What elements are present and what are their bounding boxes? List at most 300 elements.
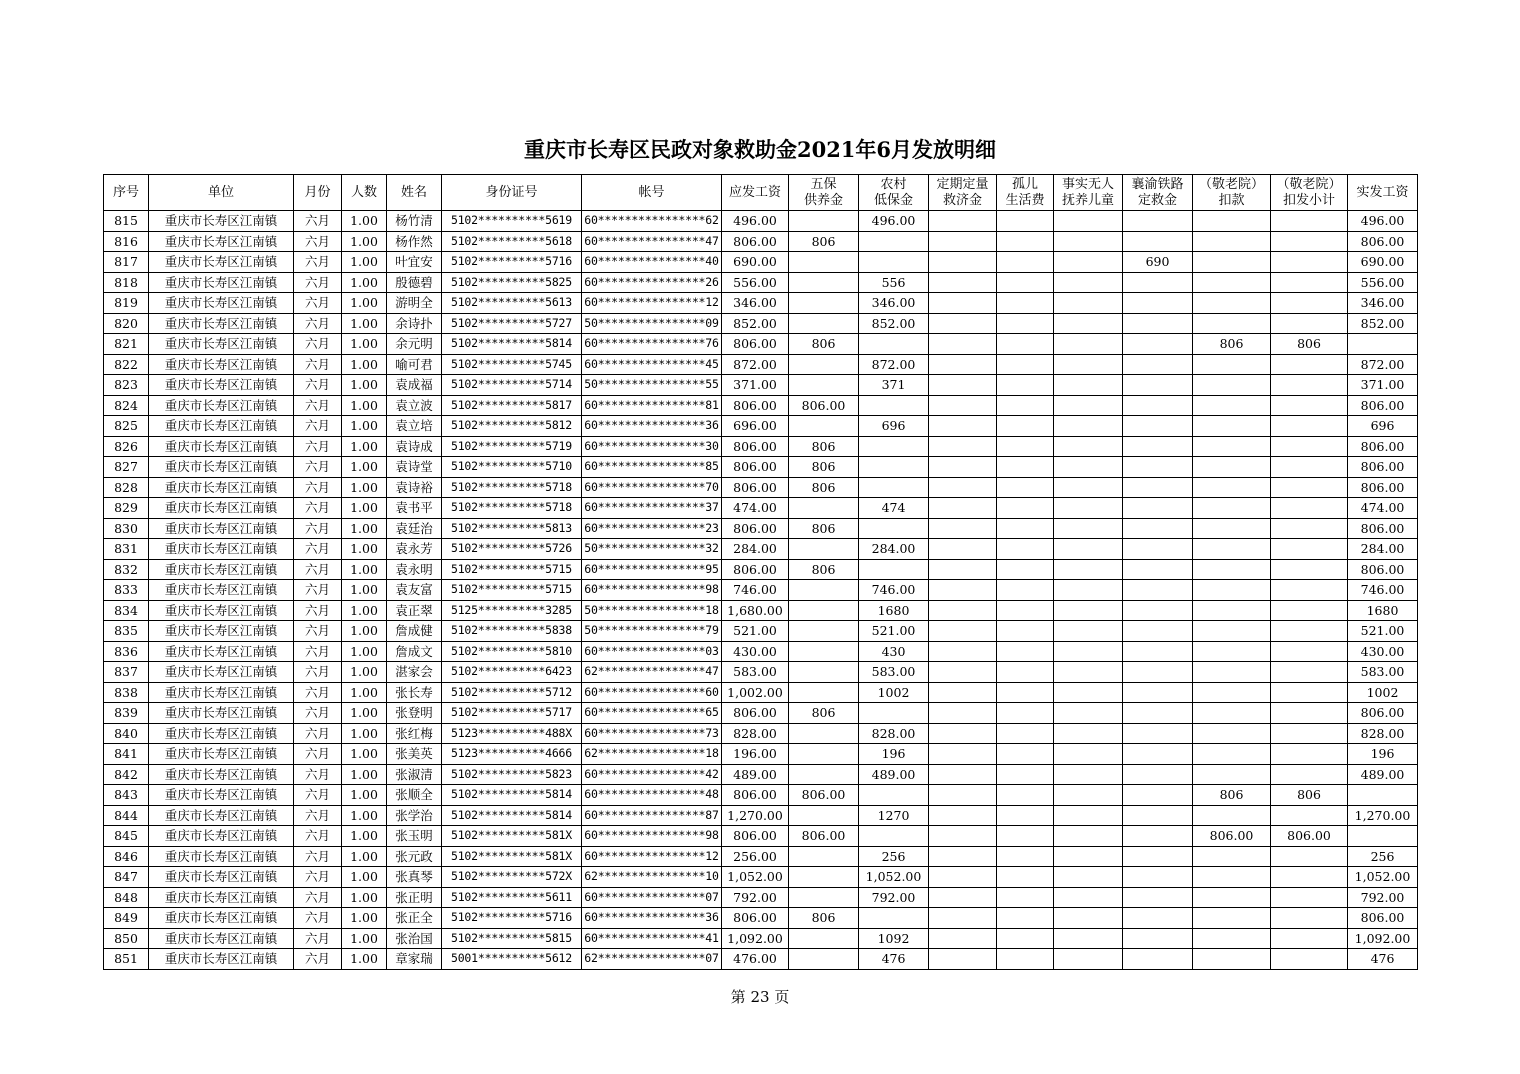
unsupported-child-cell [1054, 457, 1123, 478]
seq-cell: 836 [104, 641, 149, 662]
table-row [104, 436, 1418, 457]
unit-cell: 重庆市长寿区江南镇 [149, 723, 294, 744]
id-number-cell: 5123**********4666 [442, 744, 582, 765]
id-number-cell: 5102**********5823 [442, 764, 582, 785]
nursing-home-deduction-cell [1193, 682, 1271, 703]
count-cell: 1.00 [342, 498, 387, 519]
nursing-home-subtotal-cell [1271, 867, 1348, 888]
dibao-cell [859, 457, 929, 478]
orphan-cell [997, 785, 1054, 806]
unsupported-child-cell [1054, 252, 1123, 273]
unit-cell: 重庆市长寿区江南镇 [149, 231, 294, 252]
unit-cell: 重庆市长寿区江南镇 [149, 313, 294, 334]
seq-cell: 833 [104, 580, 149, 601]
wubao-cell: 806 [789, 703, 859, 724]
wubao-cell: 806.00 [789, 395, 859, 416]
count-cell: 1.00 [342, 826, 387, 847]
month-cell: 六月 [294, 477, 342, 498]
actual-pay-cell: 476 [1348, 949, 1418, 970]
regular-relief-cell [929, 518, 997, 539]
name-cell: 张顺全 [387, 785, 442, 806]
actual-pay-cell: 852.00 [1348, 313, 1418, 334]
actual-pay-cell: 806.00 [1348, 436, 1418, 457]
id-number-cell: 5001**********5612 [442, 949, 582, 970]
actual-pay-cell: 556.00 [1348, 272, 1418, 293]
nursing-home-deduction-cell [1193, 949, 1271, 970]
unit-cell: 重庆市长寿区江南镇 [149, 272, 294, 293]
table-row [104, 354, 1418, 375]
actual-pay-cell [1348, 785, 1418, 806]
regular-relief-cell [929, 436, 997, 457]
nursing-home-subtotal-cell [1271, 375, 1348, 396]
payable-cell: 806.00 [722, 703, 789, 724]
regular-relief-cell [929, 252, 997, 273]
unsupported-child-cell [1054, 395, 1123, 416]
regular-relief-cell [929, 539, 997, 560]
id-number-cell: 5102**********5745 [442, 354, 582, 375]
nursing-home-subtotal-cell [1271, 272, 1348, 293]
seq-cell: 818 [104, 272, 149, 293]
dibao-cell: 474 [859, 498, 929, 519]
nursing-home-subtotal-cell [1271, 764, 1348, 785]
unit-cell: 重庆市长寿区江南镇 [149, 334, 294, 355]
actual-pay-cell: 746.00 [1348, 580, 1418, 601]
dibao-cell: 872.00 [859, 354, 929, 375]
wubao-cell: 806.00 [789, 826, 859, 847]
seq-cell: 830 [104, 518, 149, 539]
table-row [104, 252, 1418, 273]
nursing-home-deduction-cell: 806 [1193, 785, 1271, 806]
unsupported-child-cell [1054, 272, 1123, 293]
actual-pay-cell: 806.00 [1348, 395, 1418, 416]
unit-cell: 重庆市长寿区江南镇 [149, 375, 294, 396]
account-cell: 60****************23 [582, 518, 722, 539]
table-header-row [104, 175, 1418, 211]
regular-relief-cell [929, 826, 997, 847]
payable-cell: 746.00 [722, 580, 789, 601]
header-cell: 帐号 [582, 175, 722, 211]
nursing-home-deduction-cell [1193, 703, 1271, 724]
orphan-cell [997, 682, 1054, 703]
header-cell: 单位 [149, 175, 294, 211]
table-row [104, 580, 1418, 601]
orphan-cell [997, 375, 1054, 396]
unit-cell: 重庆市长寿区江南镇 [149, 703, 294, 724]
nursing-home-subtotal-cell [1271, 682, 1348, 703]
seq-cell: 837 [104, 662, 149, 683]
nursing-home-subtotal-cell [1271, 641, 1348, 662]
orphan-cell [997, 498, 1054, 519]
payable-cell: 1,002.00 [722, 682, 789, 703]
count-cell: 1.00 [342, 703, 387, 724]
payable-cell: 474.00 [722, 498, 789, 519]
orphan-cell [997, 231, 1054, 252]
id-number-cell: 5102**********572X [442, 867, 582, 888]
orphan-cell [997, 313, 1054, 334]
seq-cell: 844 [104, 805, 149, 826]
month-cell: 六月 [294, 375, 342, 396]
orphan-cell [997, 723, 1054, 744]
orphan-cell [997, 252, 1054, 273]
orphan-cell [997, 764, 1054, 785]
nursing-home-subtotal-cell [1271, 600, 1348, 621]
actual-pay-cell: 284.00 [1348, 539, 1418, 560]
id-number-cell: 5102**********5825 [442, 272, 582, 293]
dibao-cell: 746.00 [859, 580, 929, 601]
nursing-home-subtotal-cell [1271, 416, 1348, 437]
nursing-home-deduction-cell [1193, 600, 1271, 621]
dibao-cell: 1680 [859, 600, 929, 621]
account-cell: 60****************65 [582, 703, 722, 724]
count-cell: 1.00 [342, 477, 387, 498]
unsupported-child-cell [1054, 436, 1123, 457]
seq-cell: 847 [104, 867, 149, 888]
unit-cell: 重庆市长寿区江南镇 [149, 477, 294, 498]
month-cell: 六月 [294, 457, 342, 478]
unit-cell: 重庆市长寿区江南镇 [149, 846, 294, 867]
nursing-home-subtotal-cell [1271, 744, 1348, 765]
dibao-cell: 852.00 [859, 313, 929, 334]
nursing-home-subtotal-cell [1271, 457, 1348, 478]
nursing-home-subtotal-cell [1271, 293, 1348, 314]
regular-relief-cell [929, 272, 997, 293]
header-cell: 月份 [294, 175, 342, 211]
id-number-cell: 5102**********5717 [442, 703, 582, 724]
page-number: 23 [750, 988, 770, 1006]
account-cell: 62****************47 [582, 662, 722, 683]
actual-pay-cell: 696 [1348, 416, 1418, 437]
regular-relief-cell [929, 334, 997, 355]
id-number-cell: 5123**********488X [442, 723, 582, 744]
orphan-cell [997, 805, 1054, 826]
nursing-home-deduction-cell [1193, 559, 1271, 580]
nursing-home-deduction-cell [1193, 887, 1271, 908]
unsupported-child-cell [1054, 498, 1123, 519]
month-cell: 六月 [294, 908, 342, 929]
regular-relief-cell [929, 580, 997, 601]
nursing-home-deduction-cell [1193, 231, 1271, 252]
name-cell: 余诗扑 [387, 313, 442, 334]
regular-relief-cell [929, 498, 997, 519]
payable-cell: 476.00 [722, 949, 789, 970]
seq-cell: 851 [104, 949, 149, 970]
month-cell: 六月 [294, 846, 342, 867]
unit-cell: 重庆市长寿区江南镇 [149, 252, 294, 273]
payable-cell: 430.00 [722, 641, 789, 662]
nursing-home-deduction-cell [1193, 621, 1271, 642]
name-cell: 詹成文 [387, 641, 442, 662]
unsupported-child-cell [1054, 334, 1123, 355]
unit-cell: 重庆市长寿区江南镇 [149, 641, 294, 662]
dibao-cell: 1002 [859, 682, 929, 703]
id-number-cell: 5102**********5716 [442, 908, 582, 929]
seq-cell: 820 [104, 313, 149, 334]
count-cell: 1.00 [342, 846, 387, 867]
id-number-cell: 5102**********5718 [442, 477, 582, 498]
account-cell: 50****************09 [582, 313, 722, 334]
month-cell: 六月 [294, 949, 342, 970]
account-cell: 60****************12 [582, 846, 722, 867]
month-cell: 六月 [294, 723, 342, 744]
railway-relief-cell [1123, 477, 1193, 498]
wubao-cell: 806 [789, 436, 859, 457]
nursing-home-subtotal-cell [1271, 211, 1348, 232]
table-row [104, 559, 1418, 580]
table-row [104, 641, 1418, 662]
orphan-cell [997, 641, 1054, 662]
seq-cell: 849 [104, 908, 149, 929]
wubao-cell [789, 272, 859, 293]
orphan-cell [997, 662, 1054, 683]
count-cell: 1.00 [342, 375, 387, 396]
actual-pay-cell: 1,052.00 [1348, 867, 1418, 888]
header-cell: （敬老院） 扣款 [1193, 175, 1271, 211]
month-cell: 六月 [294, 539, 342, 560]
nursing-home-deduction-cell [1193, 805, 1271, 826]
count-cell: 1.00 [342, 313, 387, 334]
month-cell: 六月 [294, 211, 342, 232]
railway-relief-cell [1123, 457, 1193, 478]
nursing-home-deduction-cell [1193, 518, 1271, 539]
railway-relief-cell [1123, 334, 1193, 355]
id-number-cell: 5102**********5814 [442, 334, 582, 355]
name-cell: 杨竹清 [387, 211, 442, 232]
month-cell: 六月 [294, 272, 342, 293]
payable-cell: 496.00 [722, 211, 789, 232]
nursing-home-subtotal-cell [1271, 846, 1348, 867]
table-row [104, 764, 1418, 785]
actual-pay-cell: 496.00 [1348, 211, 1418, 232]
railway-relief-cell [1123, 887, 1193, 908]
header-cell: 农村 低保金 [859, 175, 929, 211]
account-cell: 50****************18 [582, 600, 722, 621]
seq-cell: 850 [104, 928, 149, 949]
wubao-cell [789, 600, 859, 621]
actual-pay-cell: 196 [1348, 744, 1418, 765]
nursing-home-deduction-cell [1193, 272, 1271, 293]
dibao-cell [859, 559, 929, 580]
unit-cell: 重庆市长寿区江南镇 [149, 662, 294, 683]
unit-cell: 重庆市长寿区江南镇 [149, 908, 294, 929]
page-footer [0, 986, 1520, 1007]
name-cell: 张正明 [387, 887, 442, 908]
dibao-cell: 828.00 [859, 723, 929, 744]
unsupported-child-cell [1054, 682, 1123, 703]
dibao-cell: 496.00 [859, 211, 929, 232]
count-cell: 1.00 [342, 600, 387, 621]
dibao-cell: 696 [859, 416, 929, 437]
railway-relief-cell [1123, 846, 1193, 867]
railway-relief-cell [1123, 764, 1193, 785]
orphan-cell [997, 211, 1054, 232]
name-cell: 袁诗成 [387, 436, 442, 457]
unsupported-child-cell [1054, 723, 1123, 744]
id-number-cell: 5102**********5727 [442, 313, 582, 334]
month-cell: 六月 [294, 334, 342, 355]
name-cell: 章家瑞 [387, 949, 442, 970]
account-cell: 60****************73 [582, 723, 722, 744]
actual-pay-cell: 806.00 [1348, 703, 1418, 724]
nursing-home-deduction-cell [1193, 498, 1271, 519]
account-cell: 60****************81 [582, 395, 722, 416]
wubao-cell [789, 211, 859, 232]
orphan-cell [997, 744, 1054, 765]
id-number-cell: 5102**********5611 [442, 887, 582, 908]
count-cell: 1.00 [342, 559, 387, 580]
count-cell: 1.00 [342, 334, 387, 355]
count-cell: 1.00 [342, 293, 387, 314]
name-cell: 张玉明 [387, 826, 442, 847]
nursing-home-subtotal-cell [1271, 354, 1348, 375]
unit-cell: 重庆市长寿区江南镇 [149, 211, 294, 232]
name-cell: 袁成福 [387, 375, 442, 396]
regular-relief-cell [929, 600, 997, 621]
regular-relief-cell [929, 908, 997, 929]
railway-relief-cell [1123, 231, 1193, 252]
account-cell: 62****************18 [582, 744, 722, 765]
regular-relief-cell [929, 805, 997, 826]
regular-relief-cell [929, 457, 997, 478]
table-row [104, 477, 1418, 498]
regular-relief-cell [929, 641, 997, 662]
id-number-cell: 5102**********5814 [442, 785, 582, 806]
count-cell: 1.00 [342, 764, 387, 785]
month-cell: 六月 [294, 826, 342, 847]
wubao-cell: 806.00 [789, 785, 859, 806]
id-number-cell: 5102**********581X [442, 846, 582, 867]
name-cell: 袁诗堂 [387, 457, 442, 478]
id-number-cell: 5102**********5613 [442, 293, 582, 314]
wubao-cell [789, 641, 859, 662]
orphan-cell [997, 621, 1054, 642]
wubao-cell [789, 662, 859, 683]
name-cell: 张长寿 [387, 682, 442, 703]
actual-pay-cell: 806.00 [1348, 457, 1418, 478]
unit-cell: 重庆市长寿区江南镇 [149, 805, 294, 826]
month-cell: 六月 [294, 436, 342, 457]
orphan-cell [997, 703, 1054, 724]
seq-cell: 825 [104, 416, 149, 437]
orphan-cell [997, 436, 1054, 457]
seq-cell: 819 [104, 293, 149, 314]
count-cell: 1.00 [342, 580, 387, 601]
table-row [104, 395, 1418, 416]
id-number-cell: 5125**********3285 [442, 600, 582, 621]
payable-cell: 806.00 [722, 334, 789, 355]
actual-pay-cell: 474.00 [1348, 498, 1418, 519]
table-row [104, 805, 1418, 826]
account-cell: 60****************98 [582, 580, 722, 601]
regular-relief-cell [929, 682, 997, 703]
nursing-home-subtotal-cell: 806 [1271, 334, 1348, 355]
dibao-cell [859, 395, 929, 416]
table-row [104, 211, 1418, 232]
nursing-home-subtotal-cell [1271, 313, 1348, 334]
account-cell: 60****************48 [582, 785, 722, 806]
month-cell: 六月 [294, 252, 342, 273]
wubao-cell: 806 [789, 334, 859, 355]
seq-cell: 841 [104, 744, 149, 765]
regular-relief-cell [929, 293, 997, 314]
account-cell: 60****************62 [582, 211, 722, 232]
month-cell: 六月 [294, 600, 342, 621]
month-cell: 六月 [294, 805, 342, 826]
nursing-home-subtotal-cell [1271, 580, 1348, 601]
orphan-cell [997, 539, 1054, 560]
dibao-cell: 256 [859, 846, 929, 867]
unit-cell: 重庆市长寿区江南镇 [149, 539, 294, 560]
account-cell: 50****************32 [582, 539, 722, 560]
name-cell: 张治国 [387, 928, 442, 949]
dibao-cell: 476 [859, 949, 929, 970]
orphan-cell [997, 826, 1054, 847]
table-row [104, 928, 1418, 949]
seq-cell: 828 [104, 477, 149, 498]
nursing-home-subtotal-cell [1271, 805, 1348, 826]
table-row [104, 908, 1418, 929]
seq-cell: 845 [104, 826, 149, 847]
railway-relief-cell [1123, 375, 1193, 396]
dibao-cell: 583.00 [859, 662, 929, 683]
unsupported-child-cell [1054, 375, 1123, 396]
unit-cell: 重庆市长寿区江南镇 [149, 354, 294, 375]
dibao-cell [859, 785, 929, 806]
name-cell: 张元政 [387, 846, 442, 867]
unsupported-child-cell [1054, 518, 1123, 539]
header-cell: 事实无人 抚养儿童 [1054, 175, 1123, 211]
unsupported-child-cell [1054, 416, 1123, 437]
month-cell: 六月 [294, 498, 342, 519]
account-cell: 60****************36 [582, 416, 722, 437]
actual-pay-cell: 872.00 [1348, 354, 1418, 375]
header-cell: 序号 [104, 175, 149, 211]
nursing-home-subtotal-cell [1271, 559, 1348, 580]
unsupported-child-cell [1054, 354, 1123, 375]
orphan-cell [997, 416, 1054, 437]
actual-pay-cell [1348, 826, 1418, 847]
nursing-home-subtotal-cell [1271, 928, 1348, 949]
actual-pay-cell: 1,270.00 [1348, 805, 1418, 826]
railway-relief-cell [1123, 416, 1193, 437]
table-row [104, 293, 1418, 314]
railway-relief-cell [1123, 600, 1193, 621]
seq-cell: 840 [104, 723, 149, 744]
count-cell: 1.00 [342, 662, 387, 683]
table-row [104, 826, 1418, 847]
table-row [104, 272, 1418, 293]
count-cell: 1.00 [342, 723, 387, 744]
month-cell: 六月 [294, 867, 342, 888]
table-row [104, 334, 1418, 355]
unsupported-child-cell [1054, 641, 1123, 662]
name-cell: 张登明 [387, 703, 442, 724]
seq-cell: 827 [104, 457, 149, 478]
payable-cell: 556.00 [722, 272, 789, 293]
seq-cell: 838 [104, 682, 149, 703]
regular-relief-cell [929, 416, 997, 437]
table-row [104, 785, 1418, 806]
regular-relief-cell [929, 354, 997, 375]
account-cell: 60****************70 [582, 477, 722, 498]
actual-pay-cell: 806.00 [1348, 231, 1418, 252]
nursing-home-subtotal-cell [1271, 949, 1348, 970]
nursing-home-deduction-cell [1193, 211, 1271, 232]
account-cell: 60****************36 [582, 908, 722, 929]
name-cell: 张淑清 [387, 764, 442, 785]
wubao-cell [789, 723, 859, 744]
name-cell: 张红梅 [387, 723, 442, 744]
name-cell: 张真琴 [387, 867, 442, 888]
